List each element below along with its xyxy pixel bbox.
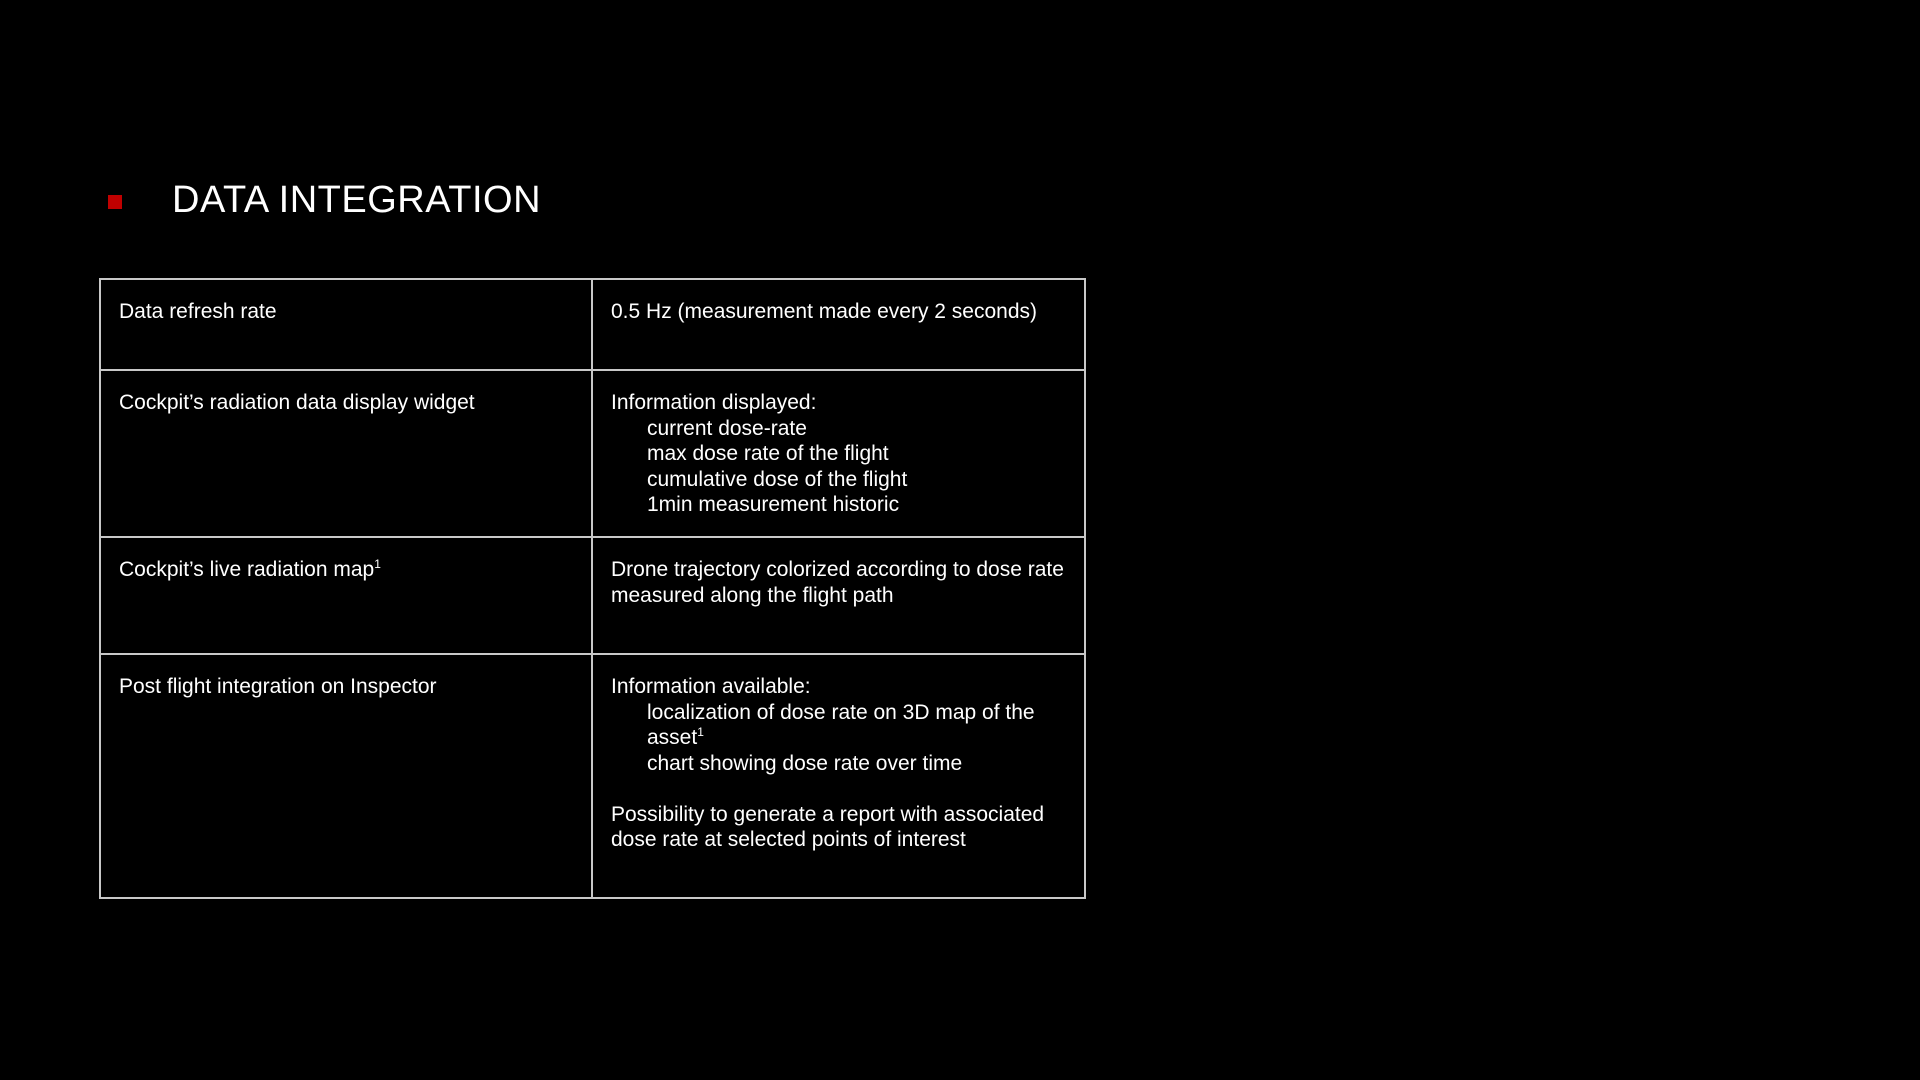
table-row <box>100 654 1085 898</box>
row-label: Data refresh rate <box>100 279 592 370</box>
list-item: max dose rate of the flight <box>647 442 889 465</box>
slide-heading <box>108 170 541 230</box>
list-item: chart showing dose rate over time <box>647 751 963 775</box>
paragraph-gap <box>611 776 1066 802</box>
list-item <box>611 700 1066 751</box>
list-item: 1min measurement historic <box>647 493 900 516</box>
list-item: cumulative dose of the flight <box>647 467 908 491</box>
row-label-text: Cockpit’s live radiation map <box>119 558 375 581</box>
row-label: Post flight integration on Inspector <box>100 654 592 898</box>
row-label: Cockpit’s radiation data display widget <box>100 370 592 537</box>
row-value <box>592 370 1085 537</box>
row-value <box>592 654 1085 898</box>
table-row <box>100 537 1085 654</box>
value-heading: Information displayed: <box>611 391 817 414</box>
slide-title: DATA INTEGRATION <box>172 178 542 221</box>
data-integration-table <box>99 278 1086 899</box>
table-row <box>100 279 1085 370</box>
list-item: current dose-rate <box>647 416 807 440</box>
value-paragraph: Possibility to generate a report with associated dose rate at selected points of interest <box>611 802 1045 851</box>
list-item-text: localization of dose rate on 3D map of the asset <box>647 700 1035 749</box>
row-label <box>100 537 592 654</box>
table-row <box>100 370 1085 537</box>
footnote-marker: 1 <box>697 725 704 739</box>
row-value: 0.5 Hz (measurement made every 2 seconds) <box>592 279 1085 370</box>
value-heading: Information available: <box>611 675 811 698</box>
row-value: Drone trajectory colorized according to dose rate measured along the flight path <box>592 537 1085 654</box>
footnote-marker: 1 <box>374 557 381 571</box>
bullet-square-icon <box>108 195 122 209</box>
